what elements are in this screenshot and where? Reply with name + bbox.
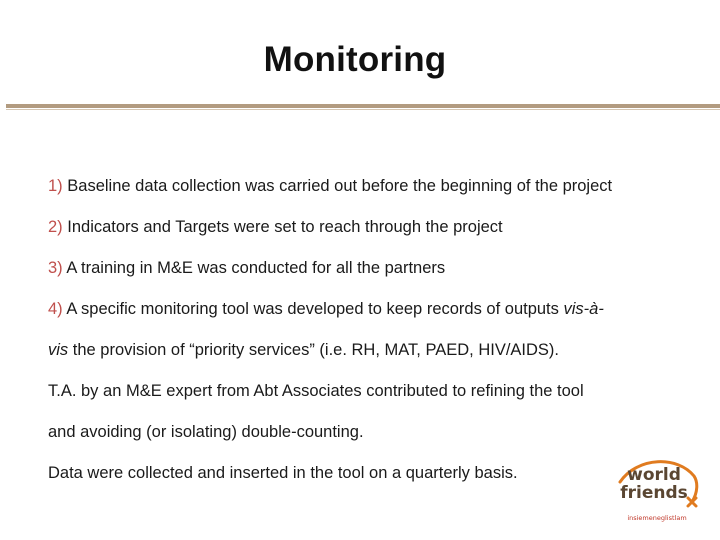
list-item-4 xyxy=(48,289,688,330)
ta-line-1: T.A. by an M&E expert from Abt Associates contributed to refining the tool xyxy=(48,382,584,400)
list-item-2 xyxy=(48,207,688,248)
logo-tagline: insiemeneglistlam xyxy=(627,514,687,522)
list-item-1 xyxy=(48,166,688,207)
slide-title: Monitoring xyxy=(263,40,447,79)
continuation-text: the provision of “priority services” (i.e. RH, MAT, PAED, HIV/AIDS). xyxy=(68,341,560,359)
list-number: 3) xyxy=(48,259,63,277)
list-text: Baseline data collection was carried out before the beginning of the project xyxy=(67,177,613,195)
list-text: Indicators and Targets were set to reach through the project xyxy=(67,218,503,236)
list-number: 1) xyxy=(48,177,63,195)
continuation-italic: vis xyxy=(48,341,69,359)
list-item-3 xyxy=(48,248,688,289)
list-text: A specific monitoring tool was developed to keep records of outputs xyxy=(66,300,564,318)
ta-line-2: and avoiding (or isolating) double-counting. xyxy=(48,423,364,441)
logo-word-1: world xyxy=(627,465,681,485)
list-italic: vis-à- xyxy=(563,300,604,318)
list-text: A training in M&E was conducted for all the partners xyxy=(66,259,446,277)
slide-body xyxy=(48,166,688,494)
world-friends-logo xyxy=(614,452,700,526)
list-item-4-continuation xyxy=(48,330,688,371)
list-number: 2) xyxy=(48,218,63,236)
logo-word-2: friends xyxy=(620,483,688,503)
data-paragraph: Data were collected and inserted in the tool on a quarterly basis. xyxy=(48,464,518,482)
title-divider xyxy=(6,104,720,108)
title-divider-thin xyxy=(6,109,720,110)
list-number: 4) xyxy=(48,300,63,318)
